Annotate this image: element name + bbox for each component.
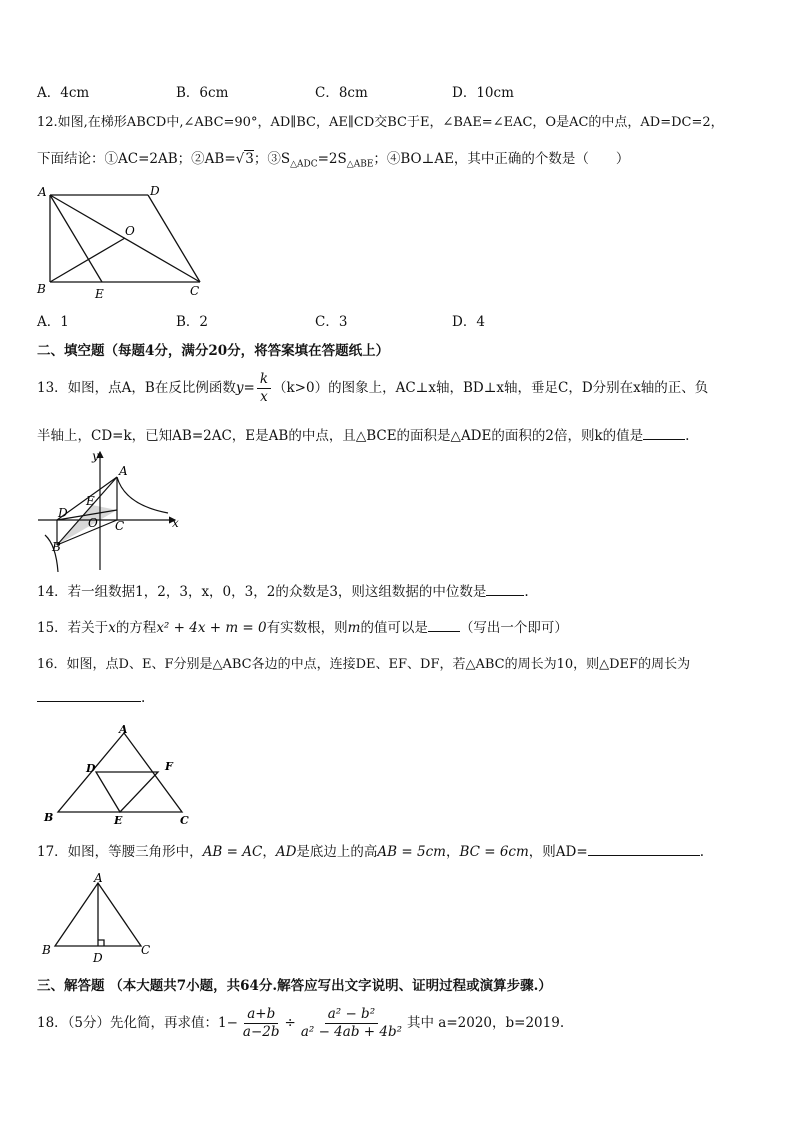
q11-option-b: B．6cm: [176, 85, 229, 101]
section-3-heading: 三、解答题 （本大题共7小题，共64分.解答应写出文字说明、证明过程或演算步骤.）: [37, 978, 552, 994]
q11-option-c: C．8cm: [315, 85, 368, 101]
q16-label-a: A: [119, 723, 128, 736]
q12-line1: 12.如图,在梯形ABCD中,∠ABC=90°，AD∥BC，AE∥CD交BC于E，∠BAE=∠EAC，O是AC的中点，AD=DC=2，: [37, 115, 724, 130]
q16-label-e: E: [114, 814, 123, 827]
q17-label-a: A: [94, 871, 103, 885]
q13-label-b: B: [52, 540, 61, 554]
q13-line1: 13．如图，点A，B在反比例函数y= $\frac{k}{x}$ （k>0）的图象上，AC⊥x轴，BD⊥x轴，垂足C，D分别在x轴的正、负: [37, 371, 709, 405]
q17-label-d: D: [93, 951, 103, 965]
q12-option-c: C．3: [315, 314, 348, 330]
q12-label-d: D: [150, 184, 160, 198]
q12-option-b: B．2: [176, 314, 209, 330]
q16-label-b: B: [44, 811, 54, 824]
q12-option-a: A．1: [37, 314, 69, 330]
q12-label-c: C: [190, 284, 200, 298]
q12-line2: 下面结论：①AC=2AB；②AB=√3；$③S_{\triangle ADC}=2S_{\triangle ABE}$；④BO⊥AE，其中正确的个数是（ ）: [37, 151, 630, 170]
q13-label-e: E: [86, 494, 95, 508]
q12-label-a: A: [38, 185, 47, 199]
q12-label-o: O: [125, 224, 135, 238]
q14-text: 14．若一组数据1，2，3，x，0，3，2的众数是3，则这组数据的中位数是 .: [37, 584, 529, 600]
q11-option-a: A．4cm: [37, 85, 90, 101]
q13-label-o: O: [88, 516, 98, 530]
q13-label-y: y: [92, 449, 99, 463]
q15-text: 15．若关于x的方程x² + 4x + m = 0有实数根，则m的值可以是 （写出一个即可）: [37, 620, 568, 636]
q16-line1: 16．如图，点D、E、F分别是△ABC各边的中点，连接DE、EF、DF，若△ABC的周长为10，则△DEF的周长为: [37, 657, 691, 672]
q18-text: 18．（5分）先化简，再求值：1− $\frac{a+b}{a-2b}$ ÷ $\frac{\text{a² − b²}}{\text{a² − 4ab + 4b²}}$ 其中 a=2020，b=2019.: [37, 1006, 565, 1040]
q16-label-f: F: [165, 760, 173, 773]
q17-text: 17．如图，等腰三角形中，AB = AC，AD是底边上的高AB = 5cm，BC = 6cm，则AD= .: [37, 844, 704, 860]
q13-line2: 半轴上，CD=k，已知AB=2AC，E是AB的中点，且△BCE的面积是△ADE的面积的2倍，则k的值是 .: [37, 428, 690, 444]
q12-label-e: E: [95, 287, 104, 301]
q17-label-b: B: [42, 943, 51, 957]
q13-label-c: C: [115, 519, 125, 533]
q11-option-d: D．10cm: [452, 85, 514, 101]
q12-option-d: D．4: [452, 314, 485, 330]
q13-label-d: D: [58, 506, 68, 520]
q12-label-b: B: [37, 282, 46, 296]
q13-label-x: x: [172, 516, 179, 530]
q13-label-a: A: [119, 464, 128, 478]
q16-line2: .: [37, 689, 145, 707]
q16-label-d: D: [86, 762, 96, 775]
q16-label-c: C: [180, 814, 189, 827]
section-2-heading: 二、填空题（每题4分，满分20分，将答案填在答题纸上）: [37, 343, 390, 359]
q17-label-c: C: [141, 943, 151, 957]
